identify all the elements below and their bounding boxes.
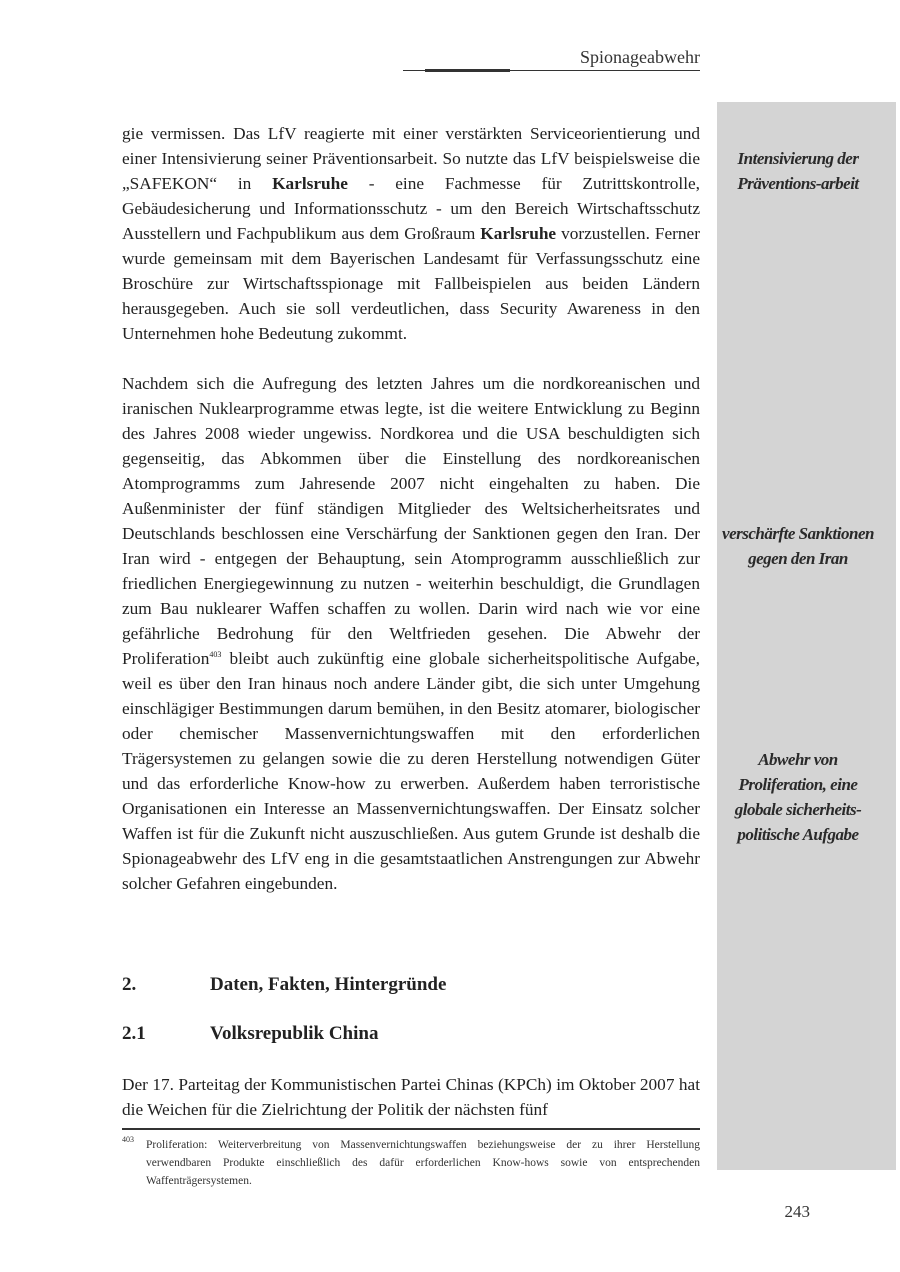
section-number: 2. [122,974,137,995]
margin-note-praevention: Intensivierung der Präventions-arbeit [737,149,859,193]
margin-note-proliferation: Abwehr von Proliferation, eine globale sicherheits-politische Aufgabe [734,750,862,844]
footnote-text: Proliferation: Weiterverbreitung von Massenvernichtungswaffen beziehungsweise der zu ihrer Herstellung verwendbaren Produkte einschließlich des dafür erforderlichen Know-hows sowie von entsprechenden Waffenträgersystemen. [146,1139,700,1187]
paragraph-china: Der 17. Parteitag der Kommunistischen Partei Chinas (KPCh) im Oktober 2007 hat die Weichen für die Zielrichtung der Politik der nächsten fünf [122,1075,700,1119]
subsection-heading [122,1021,700,1047]
paragraph-praevention: gie vermissen. Das LfV reagierte mit einer verstärkten Serviceorientierung und einer Intensivierung seiner Präventionsarbeit. So nutzte das LfV beispielsweise die „SAFEKON“ in Karlsruhe - eine Fachmesse für Zutrittskontrolle, Gebäudesicherung und Informationsschutz - um den Bereich Wirtschaftsschutz Ausstellern und Fachpublikum aus dem Großraum Karlsruhe vorzustellen. Ferner wurde gemeinsam mit dem Bayerischen Landesamt für Verfassungsschutz eine Broschüre zur Wirtschaftsspionage mit Fallbeispielen aus beiden Ländern herausgegeben. Auch sie soll verdeutlichen, dass Security Awareness in den Unternehmen hohe Bedeutung zukommt. [122,124,700,343]
subsection-number: 2.1 [122,1023,146,1044]
running-title: Spionageabwehr [580,47,700,67]
section-title: Daten, Fakten, Hintergründe [210,974,447,995]
paragraph-proliferation: Nachdem sich die Aufregung des letzten Jahres um die nordkoreanischen und iranischen Nuklearprogramme etwas legte, ist die weitere Entwicklung zu Beginn des Jahres 2008 wieder ungewiss. Nordkorea und die USA beschuldigten sich gegenseitig, das Abkommen über die Einstellung des nordkoreanischen Atomprogramms zum Jahresende 2007 nicht eingehalten zu haben. Die Außenminister der fünf ständigen Mitglieder des Weltsicherheitsrates und Deutschlands beschlossen eine Verschärfung der Sanktionen gegen den Iran. Der Iran wird - entgegen der Behauptung, sein Atomprogramm ausschließlich zur friedlichen Energiegewinnung zu nutzen - weiterhin beschuldigt, die Grundlagen zum Bau nuklearer Waffen schaffen zu wollen. Darin wird nach wie vor eine gefährliche Bedrohung für den Weltfrieden gesehen. Die Abwehr der Proliferation$^{403}$ bleibt auch zukünftig eine globale sicherheitspolitische Aufgabe, weil es über den Iran hinaus noch andere Länder gibt, die sich unter Umgehung einschlägiger Bestimmungen darum bemühen, in den Besitz atomarer, biologischer oder chemischer Massenvernichtungswaffen mit den erforderlichen Trägersystemen zu gelangen sowie die zu deren Herstellung notwendigen Güter und das erforderliche Know-how zu erwerben. Außerdem haben terroristische Organisationen ein Interesse an Massenvernichtungswaffen. Der Einsatz solcher Waffen ist für die Zukunft nicht auszuschließen. Aus gutem Grunde ist deshalb die Spionageabwehr des LfV eng in die gesamtstaatlichen Anstrengungen zur Abwehr solcher Gefahren eingebunden. [122,374,700,893]
margin-note-sanktionen: verschärfte Sanktionen gegen den Iran [722,524,874,568]
place-name-karlsruhe: Karlsruhe [272,174,348,193]
header-rule-accent [425,69,510,72]
page-number: 243 [784,1202,810,1221]
margin-column [717,102,896,1170]
place-name-karlsruhe: Karlsruhe [480,224,557,243]
footnote-rule [122,1128,700,1130]
footnote-number: 403 [122,1135,134,1144]
section-heading [122,972,700,998]
subsection-title: Volksrepublik China [210,1023,379,1044]
footnote-reference[interactable]: 403 [209,650,222,660]
